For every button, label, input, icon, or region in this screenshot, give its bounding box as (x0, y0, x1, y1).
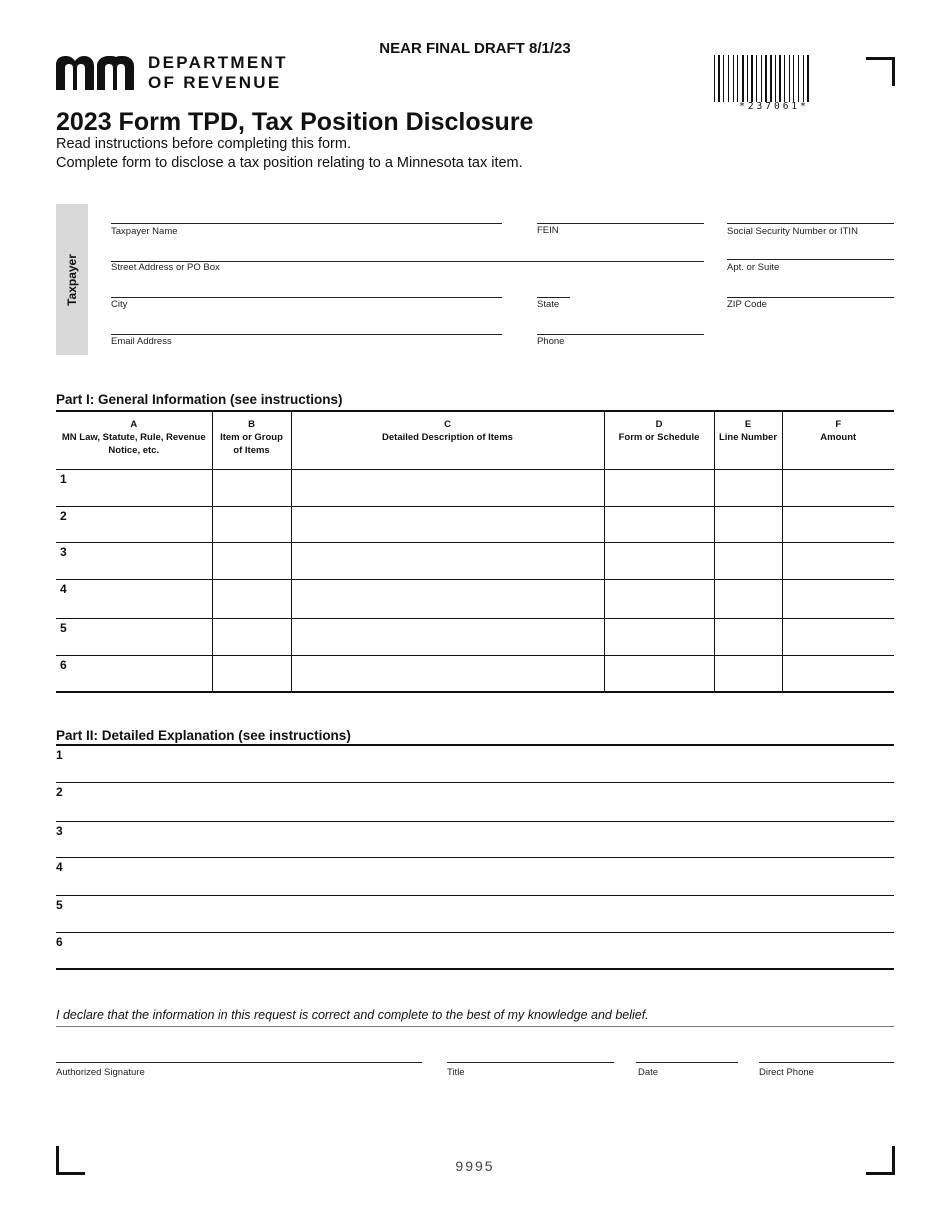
table-cell[interactable] (782, 619, 894, 656)
corner-mark-top-right (866, 57, 895, 86)
dept-line-2: OF REVENUE (148, 73, 282, 92)
table-row (56, 580, 894, 619)
table-cell[interactable] (782, 656, 894, 692)
table-cell[interactable] (714, 619, 782, 656)
col-f-header: F Amount (782, 411, 894, 470)
part2-title: Part II: Detailed Explanation (see instructions) (56, 728, 351, 743)
department-name (148, 53, 288, 93)
table-row (56, 470, 894, 507)
col-a-header: A MN Law, Statute, Rule, Revenue Notice, etc. (56, 411, 212, 470)
phone-label: Phone (537, 336, 565, 347)
table-row (56, 656, 894, 692)
explanation-line[interactable] (56, 822, 894, 858)
table-cell[interactable] (291, 656, 604, 692)
row-number[interactable]: 5 (56, 619, 212, 656)
table-cell[interactable] (291, 619, 604, 656)
zip-label: ZIP Code (727, 299, 767, 310)
declaration-rule (56, 1026, 894, 1027)
line-number: 5 (56, 898, 63, 912)
table-cell[interactable] (212, 470, 291, 507)
line-number: 3 (56, 824, 63, 838)
declaration-text: I declare that the information in this request is correct and complete to the best of my knowledge and belief. (56, 1008, 649, 1022)
zip-field[interactable] (727, 297, 894, 298)
table-cell[interactable] (291, 543, 604, 580)
row-number[interactable]: 1 (56, 470, 212, 507)
row-number[interactable]: 2 (56, 507, 212, 543)
table-cell[interactable] (604, 543, 714, 580)
title-label: Title (447, 1067, 465, 1078)
table-cell[interactable] (212, 543, 291, 580)
explanation-line[interactable] (56, 896, 894, 933)
title-field[interactable] (447, 1062, 614, 1063)
draft-notice: NEAR FINAL DRAFT 8/1/23 (379, 40, 571, 57)
direct-phone-label: Direct Phone (759, 1067, 814, 1078)
table-cell[interactable] (714, 656, 782, 692)
line-number: 4 (56, 860, 63, 874)
table-header-row (56, 411, 894, 470)
part1-title: Part I: General Information (see instructions) (56, 392, 343, 407)
authorized-signature-label: Authorized Signature (56, 1067, 145, 1078)
table-row (56, 543, 894, 580)
taxpayer-name-field[interactable] (111, 223, 502, 224)
explanation-line[interactable] (56, 858, 894, 896)
line-number: 2 (56, 785, 63, 799)
apt-label: Apt. or Suite (727, 262, 780, 273)
table-cell[interactable] (604, 507, 714, 543)
line-number: 1 (56, 748, 63, 762)
table-cell[interactable] (714, 580, 782, 619)
form-number: 9995 (455, 1158, 495, 1174)
table-cell[interactable] (604, 619, 714, 656)
street-address-label: Street Address or PO Box (111, 262, 220, 273)
explanation-line[interactable] (56, 933, 894, 970)
col-e-header: E Line Number (714, 411, 782, 470)
city-field[interactable] (111, 297, 502, 298)
table-row (56, 507, 894, 543)
general-information-table (56, 410, 894, 693)
table-cell[interactable] (782, 580, 894, 619)
apt-field[interactable] (727, 259, 894, 260)
table-cell[interactable] (714, 507, 782, 543)
table-cell[interactable] (604, 656, 714, 692)
col-d-header: D Form or Schedule (604, 411, 714, 470)
date-label: Date (638, 1067, 659, 1078)
table-cell[interactable] (212, 656, 291, 692)
email-label: Email Address (111, 336, 172, 347)
table-cell[interactable] (782, 543, 894, 580)
fein-field[interactable] (537, 223, 704, 224)
table-cell[interactable] (212, 619, 291, 656)
table-cell[interactable] (782, 470, 894, 507)
taxpayer-tab (56, 204, 88, 355)
taxpayer-name-label: Taxpayer Name (111, 226, 178, 237)
line-number: 6 (56, 935, 63, 949)
explanation-line[interactable] (56, 746, 894, 783)
row-number[interactable]: 4 (56, 580, 212, 619)
form-title: 2023 Form TPD, Tax Position Disclosure (56, 108, 534, 136)
mn-logo-icon (56, 56, 134, 90)
explanation-line[interactable] (56, 783, 894, 822)
direct-phone-field[interactable] (759, 1062, 894, 1063)
taxpayer-tab-label: Taxpayer (65, 253, 79, 306)
state-field[interactable] (537, 297, 570, 298)
instructions-line-1: Read instructions before completing this form. (56, 136, 351, 152)
fein-label: FEIN (537, 225, 559, 236)
col-c-header: C Detailed Description of Items (291, 411, 604, 470)
dept-line-1: DEPARTMENT (148, 53, 288, 72)
instructions-line-2: Complete form to disclose a tax position relating to a Minnesota tax item. (56, 155, 523, 171)
authorized-signature-field[interactable] (56, 1062, 422, 1063)
table-cell[interactable] (714, 543, 782, 580)
table-cell[interactable] (212, 580, 291, 619)
table-cell[interactable] (604, 580, 714, 619)
email-field[interactable] (111, 334, 502, 335)
date-field[interactable] (636, 1062, 738, 1063)
table-cell[interactable] (782, 507, 894, 543)
ssn-label: Social Security Number or ITIN (727, 226, 858, 237)
row-number[interactable]: 6 (56, 656, 212, 692)
phone-field[interactable] (537, 334, 704, 335)
ssn-field[interactable] (727, 223, 894, 224)
table-row (56, 619, 894, 656)
table-cell[interactable] (714, 470, 782, 507)
barcode-text: *237061* (739, 101, 809, 112)
table-cell[interactable] (604, 470, 714, 507)
barcode-icon (714, 55, 834, 102)
table-cell[interactable] (212, 507, 291, 543)
row-number[interactable]: 3 (56, 543, 212, 580)
state-label: State (537, 299, 560, 310)
city-label: City (111, 299, 128, 310)
table-cell[interactable] (291, 507, 604, 543)
col-b-header: B Item or Group of Items (212, 411, 291, 470)
table-cell[interactable] (291, 580, 604, 619)
table-cell[interactable] (291, 470, 604, 507)
